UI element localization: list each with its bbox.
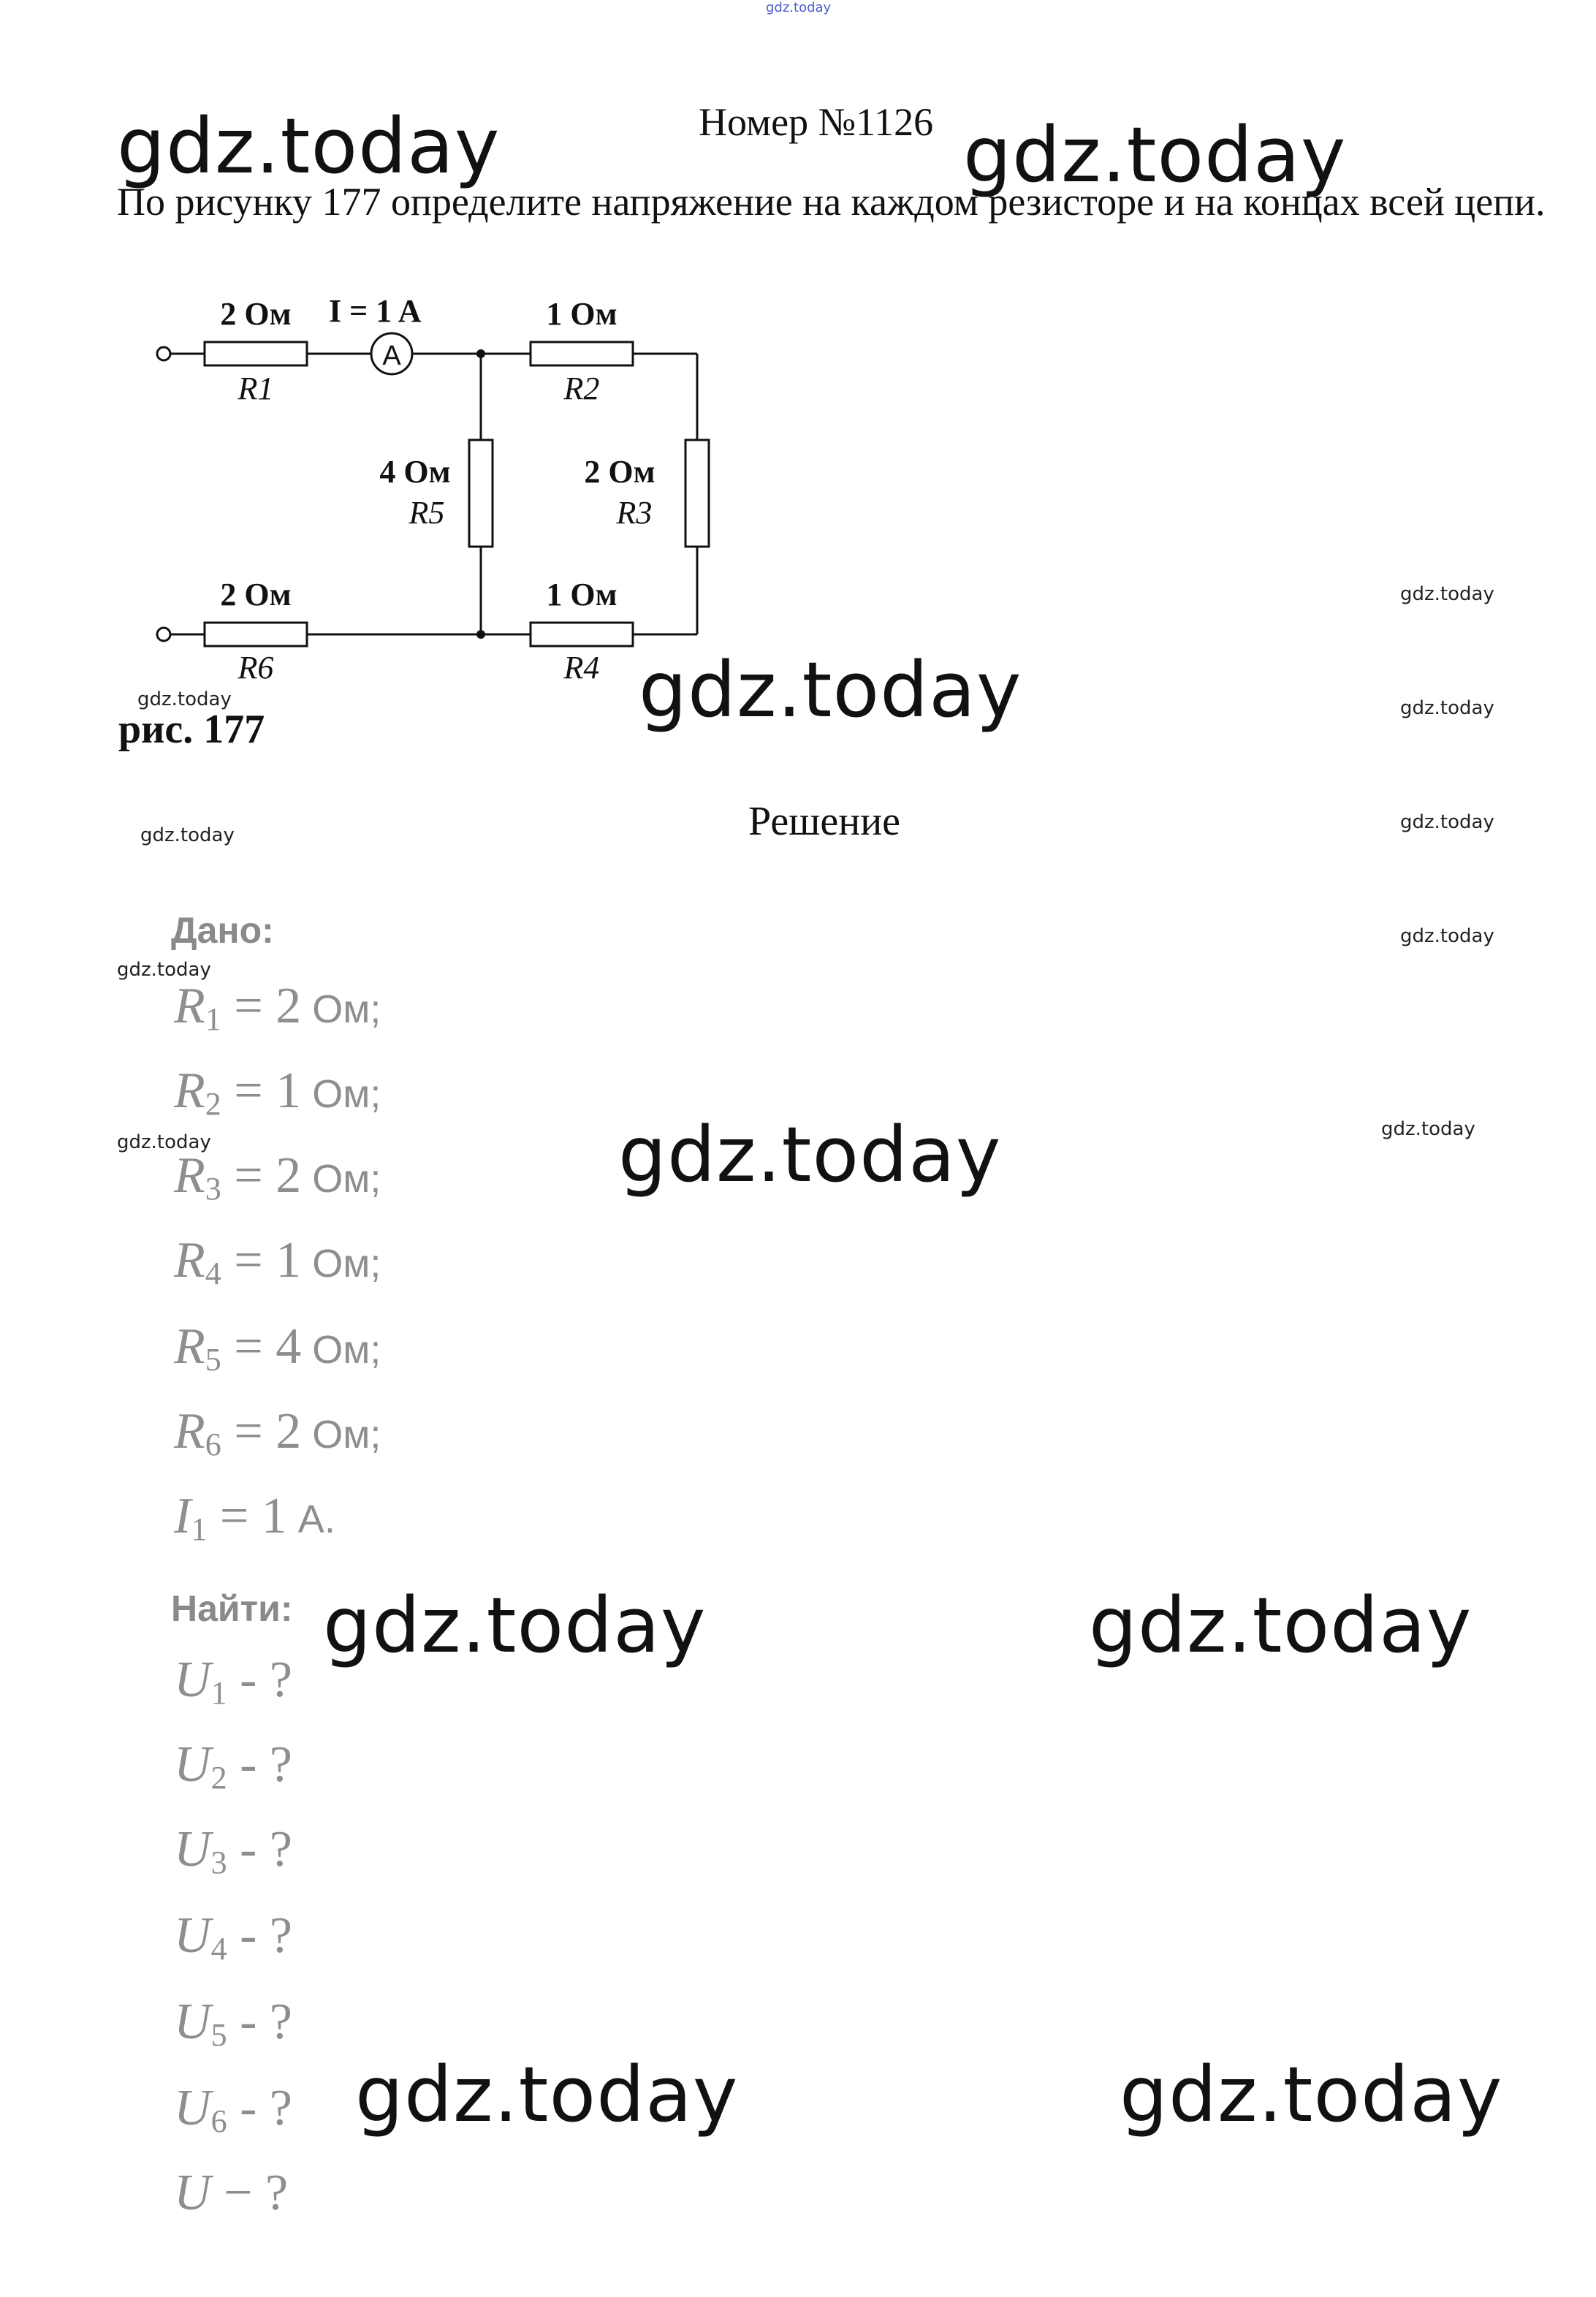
given-r3: $R_3 = 2$ Ом; <box>174 1147 381 1207</box>
figure-caption: рис. 177 <box>118 707 265 752</box>
r6-label: R6 <box>238 650 274 686</box>
given-heading: Дано: <box>171 910 274 951</box>
watermark-tiny: gdz.today <box>766 0 832 15</box>
circuit-diagram <box>115 270 729 709</box>
current-label: I = 1 A <box>329 293 422 329</box>
given-r2: $R_2 = 1$ Ом; <box>174 1063 381 1122</box>
r5-label: R5 <box>408 495 445 531</box>
watermark: gdz.today <box>355 2050 739 2139</box>
watermark-small: gdz.today <box>140 824 235 846</box>
watermark-small: gdz.today <box>1400 583 1494 605</box>
find-u6: $U_6$ - ? <box>174 2080 292 2139</box>
given-r4: $R_4 = 1$ Ом; <box>174 1232 381 1291</box>
watermark-small: gdz.today <box>117 1131 211 1153</box>
watermark-small: gdz.today <box>137 688 232 710</box>
watermark-small: gdz.today <box>1400 811 1494 833</box>
watermark-small: gdz.today <box>1381 1118 1475 1140</box>
watermark-small: gdz.today <box>117 959 211 981</box>
watermark: gdz.today <box>1089 1581 1472 1670</box>
r6-value: 2 Ом <box>220 577 292 612</box>
r3-value: 2 Ом <box>584 454 656 490</box>
find-u5: $U_5$ - ? <box>174 1994 292 2053</box>
given-i1: $I_1 = 1$ А. <box>174 1488 335 1547</box>
watermark: gdz.today <box>639 645 1022 734</box>
r4-value: 1 Ом <box>546 577 618 612</box>
r2-value: 1 Ом <box>546 296 618 332</box>
r1-label: R1 <box>238 371 274 406</box>
circuit-figure <box>115 270 729 709</box>
find-u4: $U_4$ - ? <box>174 1907 292 1967</box>
watermark: gdz.today <box>117 102 501 191</box>
ammeter-symbol: A <box>382 341 401 371</box>
given-r5: $R_5 = 4$ Ом; <box>174 1318 381 1378</box>
r3-label: R3 <box>616 495 653 531</box>
r1-value: 2 Ом <box>220 296 292 332</box>
given-r6: $R_6 = 2$ Ом; <box>174 1403 381 1462</box>
watermark: gdz.today <box>323 1581 707 1670</box>
watermark: gdz.today <box>618 1110 1002 1199</box>
r2-label: R2 <box>563 371 600 406</box>
find-u-total: U − ? <box>174 2165 289 2221</box>
find-heading: Найти: <box>171 1588 293 1629</box>
watermark-small: gdz.today <box>1400 697 1494 719</box>
page-title: Номер №1126 <box>699 100 934 144</box>
find-u3: $U_3$ - ? <box>174 1821 292 1880</box>
watermark-small: gdz.today <box>1400 925 1494 947</box>
find-u2: $U_2$ - ? <box>174 1736 292 1796</box>
watermark: gdz.today <box>1120 2050 1503 2139</box>
given-r1: $R_1 = 2$ Ом; <box>174 978 381 1037</box>
r4-label: R4 <box>563 650 600 686</box>
find-u1: $U_1$ - ? <box>174 1652 292 1711</box>
watermark: gdz.today <box>963 110 1347 200</box>
r5-value: 4 Ом <box>379 454 451 490</box>
task-text: По рисунку 177 определите напряжение на каждом резисторе и на концах всей цепи. <box>117 180 1546 224</box>
solution-heading: Решение <box>748 799 901 844</box>
